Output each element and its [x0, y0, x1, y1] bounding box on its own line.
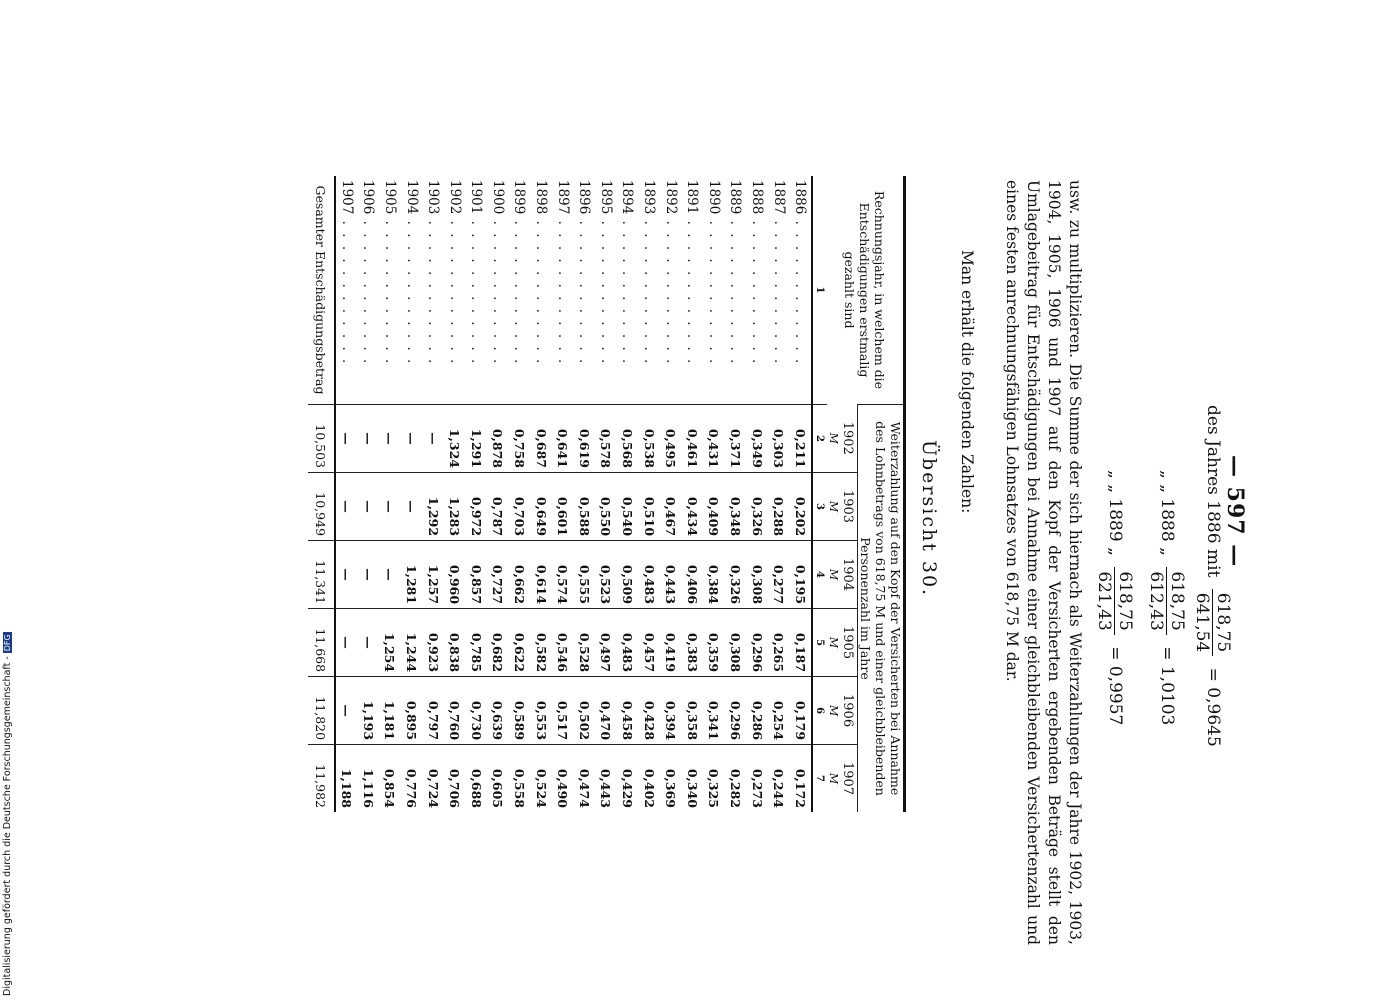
value-cell: 0,605	[487, 745, 509, 812]
value-cell: 0,371	[725, 405, 747, 473]
value-cell: 0,601	[552, 473, 574, 541]
value-cell: 0,359	[703, 609, 725, 677]
value-cell: 1,244	[401, 609, 423, 677]
value-cell: 0,273	[746, 745, 768, 812]
value-cell: 1,281	[401, 541, 423, 609]
page-number: — 597 —	[1222, 455, 1248, 568]
value-cell: 0,467	[660, 473, 682, 541]
row-year: 1889 . . . . . . . . . . . .	[727, 180, 744, 366]
value-cell: 1,254	[379, 609, 401, 677]
value-cell: 1,188	[335, 745, 358, 812]
table-row	[746, 176, 768, 812]
digitization-credit: Digitalisierung gefördert durch die Deutsche Forschungsgemeinschaft -	[2, 656, 13, 996]
value-cell: 0,254	[768, 677, 790, 745]
fraction-denominator: 612,43	[1146, 571, 1166, 631]
table-body	[335, 176, 812, 812]
value-cell: 0,706	[444, 745, 466, 812]
table-row	[725, 176, 747, 812]
value-cell: 0,265	[768, 609, 790, 677]
value-cell: 0,558	[509, 745, 531, 812]
value-cell: —	[422, 405, 444, 473]
value-cell: —	[335, 609, 358, 677]
value-cell: 0,639	[487, 677, 509, 745]
value-cell: —	[335, 473, 358, 541]
fraction	[1146, 567, 1187, 634]
fraction-numerator: 618,75	[1166, 567, 1187, 634]
value-cell: 0,340	[681, 745, 703, 812]
value-cell: 0,730	[466, 677, 488, 745]
value-cell: 0,406	[681, 541, 703, 609]
row-year: 1887 . . . . . . . . . . . .	[770, 180, 787, 366]
table-row	[617, 176, 639, 812]
value-cell: 0,687	[530, 405, 552, 473]
value-cell: 0,497	[595, 609, 617, 677]
value-cell: 0,277	[768, 541, 790, 609]
value-cell: 0,326	[725, 541, 747, 609]
value-cell: 0,286	[746, 677, 768, 745]
value-cell: 0,688	[466, 745, 488, 812]
table-row	[552, 176, 574, 812]
value-cell: 0,296	[725, 677, 747, 745]
row-year: 1895 . . . . . . . . . . . .	[597, 180, 614, 366]
value-cell: —	[358, 541, 380, 609]
value-cell: 0,619	[573, 405, 595, 473]
value-cell: 0,510	[638, 473, 660, 541]
table-row	[401, 176, 423, 812]
table-row	[638, 176, 660, 812]
value-cell: —	[401, 405, 423, 473]
value-cell: 0,641	[552, 405, 574, 473]
value-cell: 0,409	[703, 473, 725, 541]
table-row	[660, 176, 682, 812]
value-cell: 0,574	[552, 541, 574, 609]
value-cell: 0,303	[768, 405, 790, 473]
row-year: 1896 . . . . . . . . . . . .	[576, 180, 593, 366]
value-cell: 1,181	[379, 677, 401, 745]
value-cell: 0,443	[595, 745, 617, 812]
row-year: 1891 . . . . . . . . . . . .	[684, 180, 701, 366]
formula-result: = 0,9645	[1203, 667, 1223, 747]
table-row	[422, 176, 444, 812]
value-cell: 0,402	[638, 745, 660, 812]
row-year: 1906 . . . . . . . . . . . .	[360, 180, 377, 366]
row-year: 1890 . . . . . . . . . . . .	[705, 180, 722, 366]
total-cell: 11,820	[308, 677, 335, 745]
row-year: 1900 . . . . . . . . . . . .	[489, 180, 506, 366]
value-cell: 0,622	[509, 609, 531, 677]
body-paragraph: usw. zu multiplizieren. Die Summe der sich hiernach als Weiterzahlungen der Jahre 1902, 1903, 1904, 1905, 1906 und 1907 auf den Kopf der Versicherten ergebenden Beträge stellt den Umlagebeitrag für Entschädigungen bei Annahme einer gleichbleibenden Versichertenzahl und eines festen anrechnungsfähigen Lohnsatzes von 618,75 M dar.	[1003, 180, 1084, 945]
value-cell: 0,483	[638, 541, 660, 609]
unit-label: M	[827, 745, 840, 812]
value-cell: 0,369	[660, 745, 682, 812]
value-cell: 0,308	[725, 609, 747, 677]
value-cell: 0,428	[638, 677, 660, 745]
value-cell: 0,434	[681, 473, 703, 541]
column-number: 4	[812, 541, 827, 609]
value-cell: 0,308	[746, 541, 768, 609]
year-header: 1906	[840, 677, 858, 745]
group-header: Weiterzahlung auf den Kopf der Versicherten bei Annahme des Lohnbetrags von 618,75 M und einer gleichbleibenden Personenzahl im Jahre	[858, 405, 905, 813]
row-year: 1897 . . . . . . . . . . . .	[554, 180, 571, 366]
value-cell: 0,649	[530, 473, 552, 541]
value-cell: —	[335, 405, 358, 473]
value-cell: —	[401, 473, 423, 541]
row-year: 1898 . . . . . . . . . . . .	[533, 180, 550, 366]
value-cell: 0,724	[422, 745, 444, 812]
value-cell: 0,960	[444, 541, 466, 609]
row-year: 1905 . . . . . . . . . . . .	[381, 180, 398, 366]
value-cell: 0,854	[379, 745, 401, 812]
value-cell: 0,419	[660, 609, 682, 677]
total-cell: 10,503	[308, 405, 335, 473]
column-number: 2	[812, 405, 827, 473]
value-cell: 0,244	[768, 745, 790, 812]
value-cell: 0,384	[703, 541, 725, 609]
column-number: 6	[812, 677, 827, 745]
value-cell: 0,195	[789, 541, 812, 609]
value-cell: 0,524	[530, 745, 552, 812]
table-row	[379, 176, 401, 812]
value-cell: 1,292	[422, 473, 444, 541]
value-cell: 0,325	[703, 745, 725, 812]
row-year: 1901 . . . . . . . . . . . .	[468, 180, 485, 366]
value-cell: 0,787	[487, 473, 509, 541]
fraction-denominator: 621,43	[1094, 571, 1114, 631]
value-cell: 0,483	[617, 609, 639, 677]
total-label: Gesamter Entschädigungsbetrag	[308, 176, 335, 405]
row-year: 1894 . . . . . . . . . . . .	[619, 180, 636, 366]
table-row	[466, 176, 488, 812]
table-row	[509, 176, 531, 812]
value-cell: 0,394	[660, 677, 682, 745]
value-cell: 0,662	[509, 541, 531, 609]
row-year: 1886 . . . . . . . . . . . .	[792, 180, 809, 366]
row-year: 1902 . . . . . . . . . . . .	[446, 180, 463, 366]
formula-1889	[1094, 470, 1135, 725]
year-header: 1905	[840, 609, 858, 677]
value-cell: 0,431	[703, 405, 725, 473]
value-cell: 1,116	[358, 745, 380, 812]
value-cell: 0,470	[595, 677, 617, 745]
value-cell: 0,457	[638, 609, 660, 677]
value-cell: 0,490	[552, 745, 574, 812]
value-cell: 0,358	[681, 677, 703, 745]
column-number: 3	[812, 473, 827, 541]
table-title: Übersicht 30.	[918, 440, 940, 598]
table-row	[487, 176, 509, 812]
row-year: 1907 . . . . . . . . . . . .	[338, 180, 355, 366]
formula-result: = 1,0103	[1157, 646, 1177, 726]
value-cell: 0,288	[768, 473, 790, 541]
value-cell: 0,776	[401, 745, 423, 812]
row-year: 1892 . . . . . . . . . . . .	[662, 180, 679, 366]
value-cell: 0,550	[595, 473, 617, 541]
value-cell: 0,517	[552, 677, 574, 745]
value-cell: 0,202	[789, 473, 812, 541]
formula-prefix: „ „ 1888 „	[1157, 470, 1177, 556]
value-cell: 0,553	[530, 677, 552, 745]
value-cell: —	[358, 609, 380, 677]
value-cell: 1,193	[358, 677, 380, 745]
row-year: 1893 . . . . . . . . . . . .	[641, 180, 658, 366]
value-cell: 1,324	[444, 405, 466, 473]
unit-label: M	[827, 609, 840, 677]
row-year: 1888 . . . . . . . . . . . .	[749, 180, 766, 366]
value-cell: 0,785	[466, 609, 488, 677]
value-cell: 0,546	[552, 609, 574, 677]
column-number: 7	[812, 745, 827, 812]
col1-header: Rechnungsjahr, in welchem die Entschädigungen erstmalig gezahlt sind	[842, 190, 888, 390]
value-cell: 0,502	[573, 677, 595, 745]
value-cell: 0,172	[789, 745, 812, 812]
value-cell: 0,972	[466, 473, 488, 541]
year-header: 1907	[840, 745, 858, 812]
unit-label: M	[827, 541, 840, 609]
total-cell: 11,668	[308, 609, 335, 677]
value-cell: —	[335, 677, 358, 745]
value-cell: 0,429	[617, 745, 639, 812]
value-cell: —	[335, 541, 358, 609]
value-cell: 0,461	[681, 405, 703, 473]
column-number: 1	[812, 176, 827, 405]
table-row	[530, 176, 552, 812]
value-cell: 0,282	[725, 745, 747, 812]
table-row	[768, 176, 790, 812]
row-year: 1904 . . . . . . . . . . . .	[403, 180, 420, 366]
table-row	[681, 176, 703, 812]
value-cell: 0,474	[573, 745, 595, 812]
value-cell: 0,341	[703, 677, 725, 745]
table-row	[335, 176, 358, 812]
year-header: 1902	[840, 405, 858, 473]
value-cell: 1,257	[422, 541, 444, 609]
value-cell: 0,538	[638, 405, 660, 473]
fraction-numerator: 618,75	[1212, 589, 1233, 656]
value-cell: 0,187	[789, 609, 812, 677]
formula-prefix: „ „ 1889 „	[1105, 470, 1125, 556]
result-intro-line: Man erhält die folgenden Zahlen:	[958, 250, 976, 514]
fraction	[1094, 567, 1135, 634]
table-row	[789, 176, 812, 812]
unit-label: M	[827, 473, 840, 541]
table-row	[444, 176, 466, 812]
value-cell: 0,923	[422, 609, 444, 677]
value-cell: 1,283	[444, 473, 466, 541]
table-row	[358, 176, 380, 812]
value-cell: —	[358, 473, 380, 541]
formula-1888	[1146, 470, 1187, 725]
value-cell: 0,578	[595, 405, 617, 473]
value-cell: 0,383	[681, 609, 703, 677]
fraction-numerator: 618,75	[1114, 567, 1135, 634]
value-cell: 0,760	[444, 677, 466, 745]
value-cell: 0,588	[573, 473, 595, 541]
value-cell: 0,682	[487, 609, 509, 677]
value-cell: 1,291	[466, 405, 488, 473]
value-cell: 0,523	[595, 541, 617, 609]
value-cell: 0,179	[789, 677, 812, 745]
value-cell: 0,895	[401, 677, 423, 745]
value-cell: 0,878	[487, 405, 509, 473]
value-cell: —	[358, 405, 380, 473]
unit-label: M	[827, 677, 840, 745]
value-cell: 0,509	[617, 541, 639, 609]
value-cell: 0,797	[422, 677, 444, 745]
value-cell: 0,458	[617, 677, 639, 745]
column-number: 5	[812, 609, 827, 677]
value-cell: 0,857	[466, 541, 488, 609]
value-cell: 0,443	[660, 541, 682, 609]
value-cell: 0,582	[530, 609, 552, 677]
year-header: 1904	[840, 541, 858, 609]
value-cell: 0,349	[746, 405, 768, 473]
value-cell: 0,540	[617, 473, 639, 541]
value-cell: 0,296	[746, 609, 768, 677]
value-cell: 0,348	[725, 473, 747, 541]
value-cell: 0,555	[573, 541, 595, 609]
formula-prefix: des Jahres 1886 mit	[1203, 405, 1223, 578]
dfg-logo: DFG	[3, 634, 12, 652]
formula-1886	[1192, 405, 1233, 747]
formula-result: = 0,9957	[1105, 646, 1125, 726]
value-cell: 0,528	[573, 609, 595, 677]
value-cell: 0,838	[444, 609, 466, 677]
value-cell: 0,703	[509, 473, 531, 541]
value-cell: 0,568	[617, 405, 639, 473]
fraction	[1192, 589, 1233, 656]
total-cell: 10,949	[308, 473, 335, 541]
value-cell: 0,727	[487, 541, 509, 609]
value-cell: 0,495	[660, 405, 682, 473]
value-cell: —	[379, 473, 401, 541]
fraction-denominator: 641,54	[1192, 592, 1212, 653]
total-row	[308, 176, 335, 812]
value-cell: —	[379, 405, 401, 473]
value-cell: 0,211	[789, 405, 812, 473]
table-row	[573, 176, 595, 812]
value-cell: 0,758	[509, 405, 531, 473]
value-cell: —	[379, 541, 401, 609]
table-row	[595, 176, 617, 812]
total-cell: 11,982	[308, 745, 335, 812]
year-header: 1903	[840, 473, 858, 541]
value-cell: 0,614	[530, 541, 552, 609]
table-row	[703, 176, 725, 812]
value-cell: 0,589	[509, 677, 531, 745]
row-year: 1899 . . . . . . . . . . . .	[511, 180, 528, 366]
payment-table	[308, 176, 906, 812]
row-year: 1903 . . . . . . . . . . . .	[425, 180, 442, 366]
total-cell: 11,341	[308, 541, 335, 609]
unit-label: M	[827, 432, 840, 444]
value-cell: 0,326	[746, 473, 768, 541]
